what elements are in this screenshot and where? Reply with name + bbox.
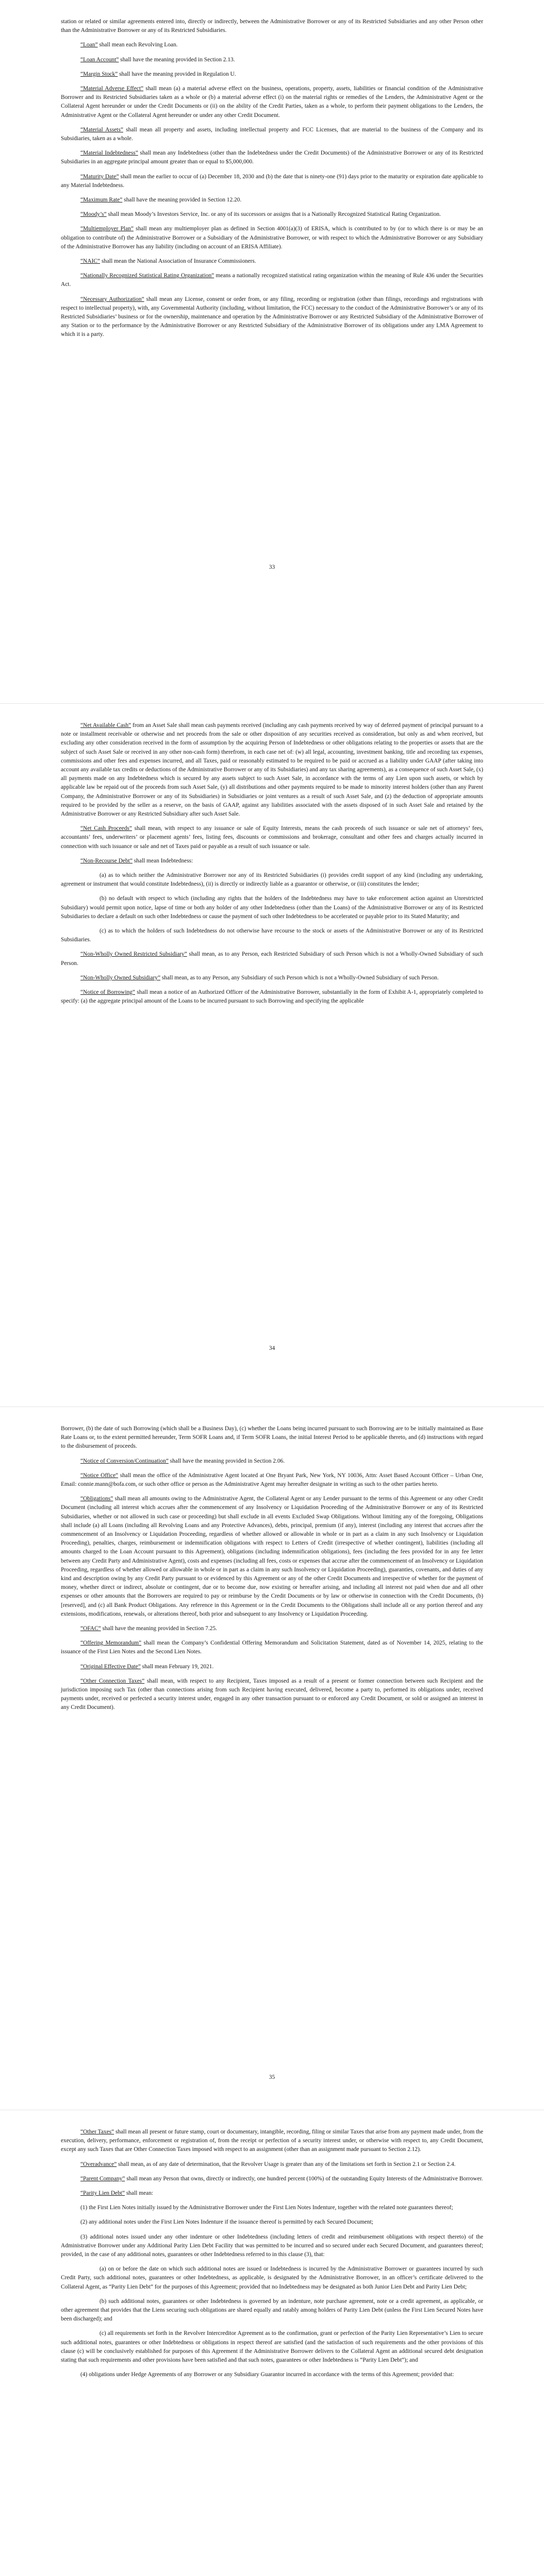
defined-term: “Original Effective Date” [80, 1663, 141, 1670]
definition-paragraph [61, 857, 483, 866]
defined-term: “Obligations” [80, 1496, 113, 1502]
defined-term: “Notice of Borrowing” [80, 989, 135, 996]
paragraph-text: shall mean, as to any Person, each Restricted Subsidiary of such Person which is not a Wholly-Owned Subsidiary of such Person. [61, 951, 483, 967]
defined-term: “Parity Lien Debt” [80, 2190, 125, 2197]
definition-paragraph [61, 1471, 483, 1489]
paragraph-text: Borrower, (b) the date of such Borrowing (which shall be a Business Day), (c) whether the Loans being incurred pursuant to such Borrowing are to be initially maintained as Base Rate Loans or, to the extent permitted hereunder, Term SOFR Loans and, if Term SOFR Loans, the initial Interest Period to be applicable thereto, and (d) instructions with regard to the disbursement of proceeds. [61, 1426, 483, 1450]
definition-paragraph [61, 56, 483, 64]
paragraph [61, 2370, 483, 2379]
paragraph-text: shall have the meaning provided in Section 12.20. [122, 197, 242, 204]
paragraph-text: shall have the meaning provided in Regulation U. [118, 71, 236, 77]
defined-term: “Non-Recourse Debt” [80, 857, 133, 864]
paragraph-text: shall mean, as of any date of determination, that the Revolver Usage is greater than any of the limitations set forth in Section 2.1 or Section 2.4. [117, 2161, 456, 2167]
paragraph [61, 2233, 483, 2260]
paragraph-text: (c) as to which the holders of such Indebtedness do not otherwise have recourse to the stock or assets of the Administrative Borrower or any of its Restricted Subsidiaries. [61, 928, 483, 943]
paragraph-text: shall mean any Person that owns, directly or indirectly, one hundred percent (100%) of the outstanding Equity Interests of the Administrative Borrower. [125, 2175, 483, 2182]
defined-term: “Other Connection Taxes” [80, 1677, 145, 1684]
paragraph-text: from an Asset Sale shall mean cash payments received (including any cash payments received by way of deferred payment of principal pursuant to a note or installment receivable or otherwise and net proceeds from the sale or other disposition of any securities received as consideration, but only as and when received, but excluding any other consideration received in the form of assumption by the acquiring Person of Indebtedness or other obligations relating to the properties or assets that are the subject of such Asset Sale or received in any other non-cash form) therefrom, in each case net of: (w) all legal, accounting, investment banking, title and recording tax expenses, commissions and other fees and expenses incurred, and all Taxes, paid or reasonably estimated to be required to be paid or accrued as a liability under GAAP (after taking into account any available tax credits or deductions of the Administrative Borrower or any of its Subsidiaries) and any tax sharing agreements), as a consequence of such Asset Sale, (x) all payments made on any Indebtedness which is secured by any assets subject to such Asset Sale, in accordance with the terms of any Lien upon such assets, or which by applicable law be repaid out of the proceeds from such Asset Sale, (y) all distributions and other payments required to be made to minority interest holders (other than any Parent Company, the Administrative Borrower or any of its Subsidiaries) in Subsidiaries or joint ventures as a result of such Asset Sale, and (z) the deduction of appropriate amounts required to be provided by the seller as a reserve, on the basis of GAAP, against any liabilities associated with the assets disposed of in such Asset Sale and retained by the Administrative Borrower or any Restricted Subsidiary after such Asset Sale. [61, 722, 483, 818]
page-body [61, 1407, 483, 1713]
defined-term: “Multiemployer Plan” [80, 226, 134, 232]
definition-paragraph [61, 70, 483, 79]
definition-paragraph [61, 2128, 483, 2155]
paragraph-text: shall mean: [125, 2190, 154, 2197]
definition-paragraph [61, 149, 483, 166]
paragraph [61, 2329, 483, 2365]
paragraph-text: shall mean, with respect to any Recipient, Taxes imposed as a result of a present or former connection between such Recipient and the jurisdiction imposing such Tax (other than connections arising from such Recipient having executed, delivered, become a party to, performed its obligations under, received payments under, received or perfected a security interest under, engaged in any other transaction pursuant to or enforced any Credit Document, or sold or assigned an interest in any Credit Document). [61, 1677, 483, 1711]
paragraph-text: (b) such additional notes, guarantees or other Indebtedness is governed by an indenture, note purchase agreement, note or a credit agreement, as applicable, or other agreement that provides that the Liens securing such obligations are shared equally and ratably among holders of Parity Lien Debt (unless the First Lien Secured Notes have been discharged); and [61, 2298, 483, 2323]
defined-term: “Maximum Rate” [80, 197, 123, 204]
paragraph-text: (2) any additional notes under the First Lien Notes Indenture if the issuance thereof is permitted by each Secured Document; [80, 2219, 373, 2226]
paragraph-text: shall mean Indebtedness: [132, 857, 193, 864]
defined-term: “Nationally Recognized Statistical Rating Organization” [80, 273, 215, 279]
defined-term: “Notice Office” [80, 1472, 119, 1479]
paragraph-text: shall mean any License, consent or order from, or any filing, recording or registration (other than filings, recordings and registrations with respect to intellectual property), with, any Governmental Authority (including, without limitation, the FCC) necessary to the conduct of the Administrative Borrower’s or any of its Restricted Subsidiaries’ business or for the ownership, maintenance and operation by the Administrative Borrower or any Restricted Subsidiary of the Administrative Borrower of any Station or to the performance by the Administrative Borrower or any Restricted Subsidiary of the Administrative Borrower of its obligations under any LMA Agreement to which it is a party. [61, 296, 483, 338]
paragraph-text: shall have the meaning provided in Section 7.25. [101, 1625, 217, 1632]
paragraph-text: shall mean all amounts owing to the Administrative Agent, the Collateral Agent or any Lender pursuant to the terms of this Agreement or any other Credit Document (including all interest which accrues after the commencement of any Insolvency or Liquidation Proceeding of the Administrative Borrower or any of its Restricted Subsidiaries, whether or not allowed in such case or proceeding) but shall exclude in all events Excluded Swap Obligations. Without limiting any of the foregoing, Obligations shall include (a) all Loans (including all Revolving Loans and any Protective Advances), debts, principal, premium (if any), interest (including any interest that accrues after the commencement of an Insolvency or Liquidation Proceeding, regardless of whether allowed or allowable in whole or in part as a claim in any such Insolvency or Liquidation Proceeding), penalties, charges, reimbursement or indemnification obligations with respect to Letters of Credit (irrespective of whether contingent), liabilities (including all amounts charged to the Loan Account pursuant to this Agreement), obligations (including indemnification obligations), fees (including the fees provided for in any fee letter between any Credit Party and Administrative Agent), costs and expenses (including all fees, costs or expenses that accrue after the commencement of an Insolvency or Liquidation Proceeding, regardless of whether allowed or allowable in whole or in part as a claim in any such Insolvency or Liquidation Proceeding), guaranties, covenants, and duties of any kind and description owing by any Credit Party pursuant to or evidenced by this Agreement or any of the other Credit Documents and irrespective of whether for the payment of money, whether direct or indirect, absolute or contingent, due or to become due, now existing or hereafter arising, and including all interest not paid when due and all other expenses or other amounts that the Borrowers are required to pay or reimburse by the Credit Documents or by law or otherwise in connection with the Credit Documents, (b) [reserved], and (c) all Bank Product Obligations. Any reference in this Agreement or in the Credit Documents to the Obligations shall include all or any portion thereof and any extensions, modifications, renewals, or alterations thereof, both prior and subsequent to any Insolvency or Liquidation Proceeding. [61, 1496, 483, 1617]
definition-paragraph [61, 2175, 483, 2183]
paragraph-text: shall have the meaning provided in Section 2.13. [119, 56, 235, 63]
document-page [0, 2110, 544, 2576]
paragraph-text: shall mean, with respect to any issuance or sale of Equity Interests, means the cash proceeds of such issuance or sale net of attorneys’ fees, accountants’ fees, underwriters’ or placement agents’ fees, listing fees, discounts or commissions and brokerage, consultant and other fees and charges actually incurred in connection with such issuance or sale and net of Taxes paid or payable as a result of such issuance or sale. [61, 825, 483, 850]
page-number: 33 [269, 564, 275, 570]
paragraph [61, 2218, 483, 2227]
defined-term: “NAIC” [80, 258, 100, 265]
definition-paragraph [61, 1677, 483, 1713]
definition-paragraph [61, 2160, 483, 2169]
definition-paragraph [61, 257, 483, 266]
definition-paragraph [61, 41, 483, 49]
paragraph-text: station or related or similar agreements entered into, directly or indirectly, between the Administrative Borrower or any of its Restricted Subsidiaries and any other Person other than the Administrative Borrower or any of its Restricted Subsidiaries. [61, 19, 483, 34]
paragraph-text: (1) the First Lien Notes initially issued by the Administrative Borrower under the First Lien Notes Indenture, together with the related note guarantees thereof; [80, 2205, 453, 2211]
paragraph-text: shall mean all present or future stamp, court or documentary, intangible, recording, filing or similar Taxes that arise from any payment made under, from the execution, delivery, performance, enforcement or registration of, from the receipt or perfection of a security interest under, or otherwise with respect to, any Credit Document, except any such Taxes that are Other Connection Taxes imposed with respect to an assignment (other than an assignment made pursuant to Section 2.12). [61, 2129, 483, 2153]
paragraph-text: shall mean each Revolving Loan. [97, 42, 178, 48]
defined-term: “Maturity Date” [80, 173, 119, 180]
page-body [61, 704, 483, 1006]
paragraph [61, 2265, 483, 2292]
paragraph-text: shall mean the earlier to occur of (a) December 18, 2030 and (b) the date that is ninety-one (91) days prior to the maturity or expiration date applicable to any Material Indebtedness. [61, 173, 483, 189]
paragraph-text: shall mean any Indebtedness (other than the Indebtedness under the Credit Documents) of the Administrative Borrower or any of its Restricted Subsidiaries in an aggregate principal amount greater than or equal to $5,000,000. [61, 150, 483, 165]
defined-term: “Net Cash Proceeds” [80, 825, 132, 832]
page-body [61, 0, 483, 340]
paragraph-text: (c) all requirements set forth in the Revolver Intercreditor Agreement as to the confirmation, grant or perfection of the Parity Lien Representative’s Lien to secure such additional notes, guarantees or other Indebtedness or obligations in respect thereof are satisfied (and the satisfaction of such requirements and the other provisions of this clause (c) will be conclusively established for purposes of this Agreement if the Administrative Borrower delivers to the Collateral Agent an additional secured debt designation stating that such requirements and other provisions have been satisfied and that such notes, guarantees or other Indebtedness is “Parity Lien Debt”); and [61, 2330, 483, 2364]
definition-paragraph [61, 1639, 483, 1656]
defined-term: “Necessary Authorization” [80, 296, 144, 302]
definition-paragraph [61, 721, 483, 819]
definition-paragraph [61, 1457, 483, 1466]
paragraph-text: shall mean the National Association of Insurance Commissioners. [100, 258, 256, 265]
defined-term: “Loan Account” [80, 56, 119, 63]
defined-term: “Moody’s” [80, 211, 107, 218]
defined-term: “Material Adverse Effect” [80, 86, 144, 92]
paragraph-text: (b) no default with respect to which (including any rights that the holders of the Indebtedness may have to take enforcement action against an Unrestricted Subsidiary) would permit upon notice, lapse of time or both any holder of any other Indebtedness (other than the Loans) of the Administrative Borrower or any of its Restricted Subsidiaries to declare a default on such other Indebtedness or cause the payment of such other Indebtedness to be accelerated or payable prior to its Stated Maturity; and [61, 895, 483, 920]
paragraph-text: shall mean any multiemployer plan as defined in Section 4001(a)(3) of ERISA, which is contributed to by (or to which there is or may be an obligation to contribute of) the Administrative Borrower or a Subsidiary of the Administrative Borrower, or with respect to which the Administrative Borrower or any Subsidiary of the Administrative Borrower has any liability (including on account of an ERISA Affiliate). [61, 226, 484, 250]
document-page [0, 1406, 544, 2110]
definition-paragraph [61, 210, 483, 219]
paragraph-text: shall mean a notice of an Authorized Officer of the Administrative Borrower, substantially in the form of Exhibit A-1, appropriately completed to specify: (a) the aggregate principal amount of the Loans to be incurred pursuant to such Borrowing and specifying the applicable [61, 989, 483, 1005]
defined-term: “Material Indebtedness” [80, 150, 138, 157]
paragraph-text: shall mean the office of the Administrative Agent located at One Bryant Park, New York, NY 10036, Attn: Asset Based Account Officer – Urban One, Email: connie.mann@bofa.com, or such other office or person as the Administrative Agent may hereafter designate in writing as such to the other parties hereto. [61, 1472, 483, 1488]
definition-paragraph [61, 84, 483, 120]
paragraph [61, 2204, 483, 2212]
definition-paragraph [61, 126, 483, 143]
paragraph-text: shall mean, as to any Person, any Subsidiary of such Person which is not a Wholly-Owned Subsidiary of such Person. [160, 974, 439, 981]
definition-paragraph [61, 974, 483, 982]
paragraph-text: (4) obligations under Hedge Agreements of any Borrower or any Subsidiary Guarantor incurred in accordance with the terms of this Agreement; provided that: [80, 2371, 454, 2378]
defined-term: “Offering Memorandum” [80, 1640, 142, 1647]
definition-paragraph [61, 2189, 483, 2198]
paragraph-text: shall mean February 19, 2021. [140, 1663, 214, 1670]
definition-paragraph [61, 173, 483, 190]
definition-paragraph [61, 1624, 483, 1633]
paragraph-text: means a nationally recognized statistical rating organization within the meaning of Rule 436 under the Securities Act. [61, 273, 484, 288]
paragraph-text: shall have the meaning provided in Section 2.06. [168, 1458, 285, 1464]
paragraph-text: shall mean the Company’s Confidential Offering Memorandum and Solicitation Statement, dated as of November 14, 2025, relating to the issuance of the First Lien Notes and the Second Lien Notes. [61, 1640, 483, 1655]
defined-term: “Other Taxes” [80, 2129, 114, 2135]
paragraph-text: shall mean (a) a material adverse effect on the business, operations, property, assets, liabilities or financial condition of the Administrative Borrower and its Restricted Subsidiaries taken as a whole or (b) a material adverse effect (i) on the material rights or remedies of the Lenders, the Administrative Agent or the Collateral Agent hereunder or under the Credit Documents or (ii) on the ability of the Credit Parties, taken as a whole, to perform their payment obligations to the Lenders, the Administrative Agent or the Collateral Agent hereunder or under any other Credit Document. [61, 86, 483, 118]
paragraph-text: shall mean Moody’s Investors Service, Inc. or any of its successors or assigns that is a Nationally Recognized Statistical Rating Organization. [106, 211, 441, 218]
defined-term: “OFAC” [80, 1625, 101, 1632]
definition-paragraph [61, 225, 483, 251]
paragraph [61, 1425, 483, 1451]
defined-term: “Margin Stock” [80, 71, 118, 77]
defined-term: “Material Assets” [80, 126, 123, 133]
page-number: 34 [269, 1345, 275, 1351]
definition-paragraph [61, 824, 483, 851]
definition-paragraph [61, 950, 483, 968]
document-page [0, 703, 544, 1406]
defined-term: “Net Available Cash” [80, 722, 131, 728]
defined-term: “Non-Wholly Owned Restricted Subsidiary” [80, 951, 187, 958]
defined-term: “Overadvance” [80, 2161, 117, 2167]
paragraph [61, 2297, 483, 2324]
page-body [61, 2110, 483, 2379]
defined-term: “Loan” [80, 42, 98, 48]
paragraph-text: shall mean all property and assets, including intellectual property and FCC Licenses, that are material to the business of the Company and its Subsidiaries, taken as a whole. [61, 126, 483, 142]
paragraph-text: (a) as to which neither the Administrative Borrower nor any of its Restricted Subsidiaries (i) provides credit support of any kind (including any undertaking, agreement or instrument that would constitute Indebtedness), (ii) is directly or indirectly liable as a guarantor or otherwise, or (iii) constitutes the lender; [61, 872, 483, 888]
definition-paragraph [61, 1495, 483, 1619]
defined-term: “Parent Company” [80, 2175, 125, 2182]
definition-paragraph [61, 196, 483, 205]
paragraph-text: (a) on or before the date on which such additional notes are issued or Indebtedness is incurred by the Administrative Borrower or guarantees incurred by such Credit Party, such additional notes, guarantees or other Indebtedness, as applicable, is designated by the Administrative Borrower, in an officer’s certificate delivered to the Collateral Agent, as “Parity Lien Debt” for the purposes of this Agreement; provided that no Indebtedness may be designated as both Junior Lien Debt and Parity Lien Debt; [61, 2266, 483, 2290]
defined-term: “Notice of Conversion/Continuation” [80, 1458, 169, 1464]
document-page [0, 0, 544, 703]
paragraph [61, 927, 483, 944]
definition-paragraph [61, 1663, 483, 1671]
definition-paragraph [61, 272, 483, 289]
definition-paragraph [61, 295, 483, 340]
paragraph [61, 18, 483, 35]
page-number: 35 [269, 2074, 275, 2080]
paragraph-text: (3) additional notes issued under any other indenture or other Indebtedness (including letters of credit and reimbursement obligations with respect thereto) of the Administrative Borrower under any Additional Parity Lien Debt Facility that was permitted to be incurred and so secured under each Secured Document, and guarantees thereof; provided, in the case of any additional notes, guarantees or other Indebtedness referred to in this clause (3), that: [61, 2233, 483, 2258]
paragraph [61, 894, 483, 921]
defined-term: “Non-Wholly Owned Subsidiary” [80, 974, 161, 981]
definition-paragraph [61, 988, 483, 1006]
paragraph [61, 871, 483, 889]
